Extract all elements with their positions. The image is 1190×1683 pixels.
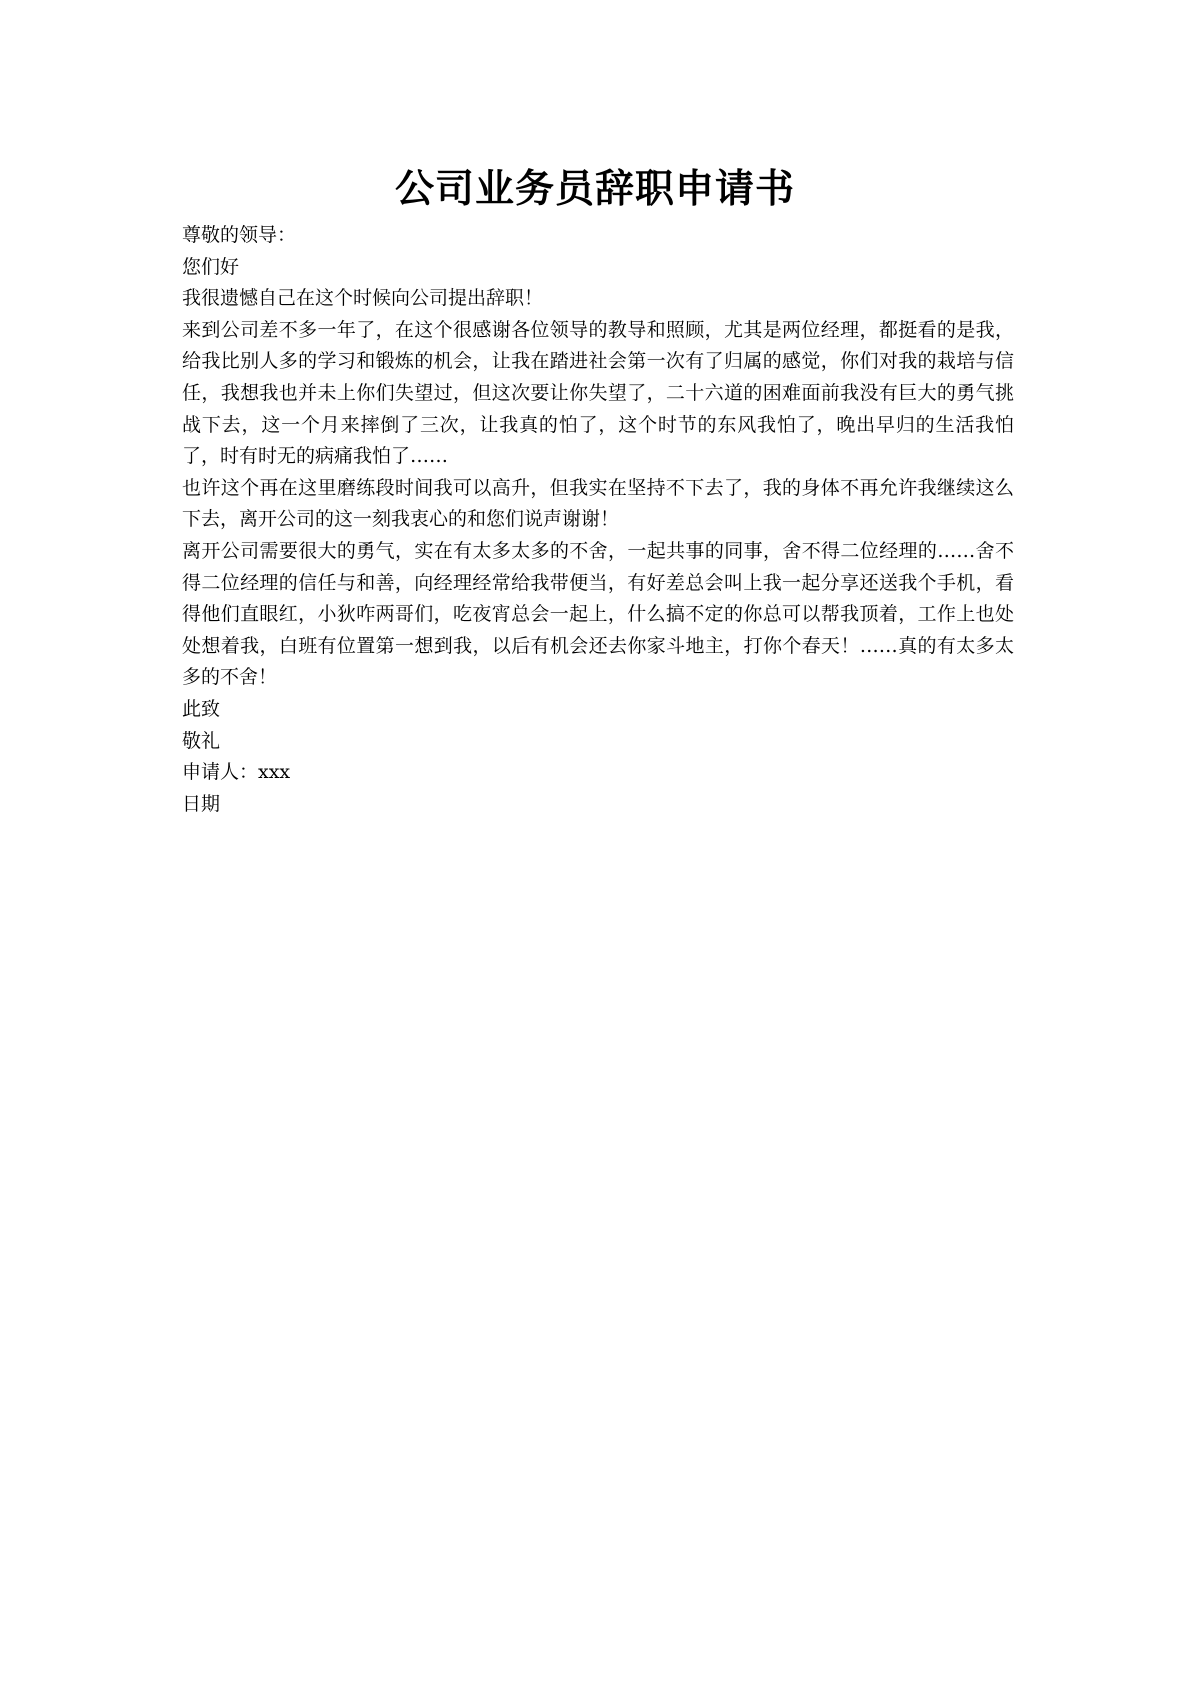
paragraph-4: 离开公司需要很大的勇气，实在有太多太多的不舍，一起共事的同事，舍不得二位经理的……舍不得二位经理的信任与和善，向经理经常给我带便当，有好差总会叫上我一起分享还送我个手机，看得他们直眼红，小狄咋两哥们，吃夜宵总会一起上，什么搞不定的你总可以帮我顶着，工作上也处处想着我，白班有位置第一想到我，以后有机会还去你家斗地主，打你个春天！……真的有太多太多的不舍！ bbox=[182, 539, 1014, 689]
paragraph-3: 也许这个再在这里磨练段时间我可以高升，但我实在坚持不下去了，我的身体不再允许我继续这么下去，离开公司的这一刻我衷心的和您们说声谢谢！ bbox=[182, 476, 1014, 531]
greeting: 您们好 bbox=[182, 255, 240, 278]
closing-line-2: 敬礼 bbox=[182, 729, 221, 752]
document-body bbox=[182, 220, 1014, 820]
date-line: 日期 bbox=[182, 792, 221, 815]
paragraph-1: 我很遗憾自己在这个时候向公司提出辞职！ bbox=[182, 287, 544, 310]
document-title: 公司业务员辞职申请书 bbox=[394, 167, 795, 212]
paragraph-2: 来到公司差不多一年了，在这个很感谢各位领导的教导和照顾，尤其是两位经理，都挺看的是我，给我比别人多的学习和锻炼的机会，让我在踏进社会第一次有了归属的感觉，你们对我的栽培与信任，我想我也并未上你们失望过，但这次要让你失望了，二十六道的困难面前我没有巨大的勇气挑战下去，这一个月来摔倒了三次，让我真的怕了，这个时节的东风我怕了，晚出早归的生活我怕了，时有时无的病痛我怕了…… bbox=[182, 318, 1014, 468]
applicant-signature: 申请人：xxx bbox=[182, 761, 291, 784]
closing-line-1: 此致 bbox=[182, 697, 221, 720]
salutation: 尊敬的领导： bbox=[182, 224, 297, 246]
